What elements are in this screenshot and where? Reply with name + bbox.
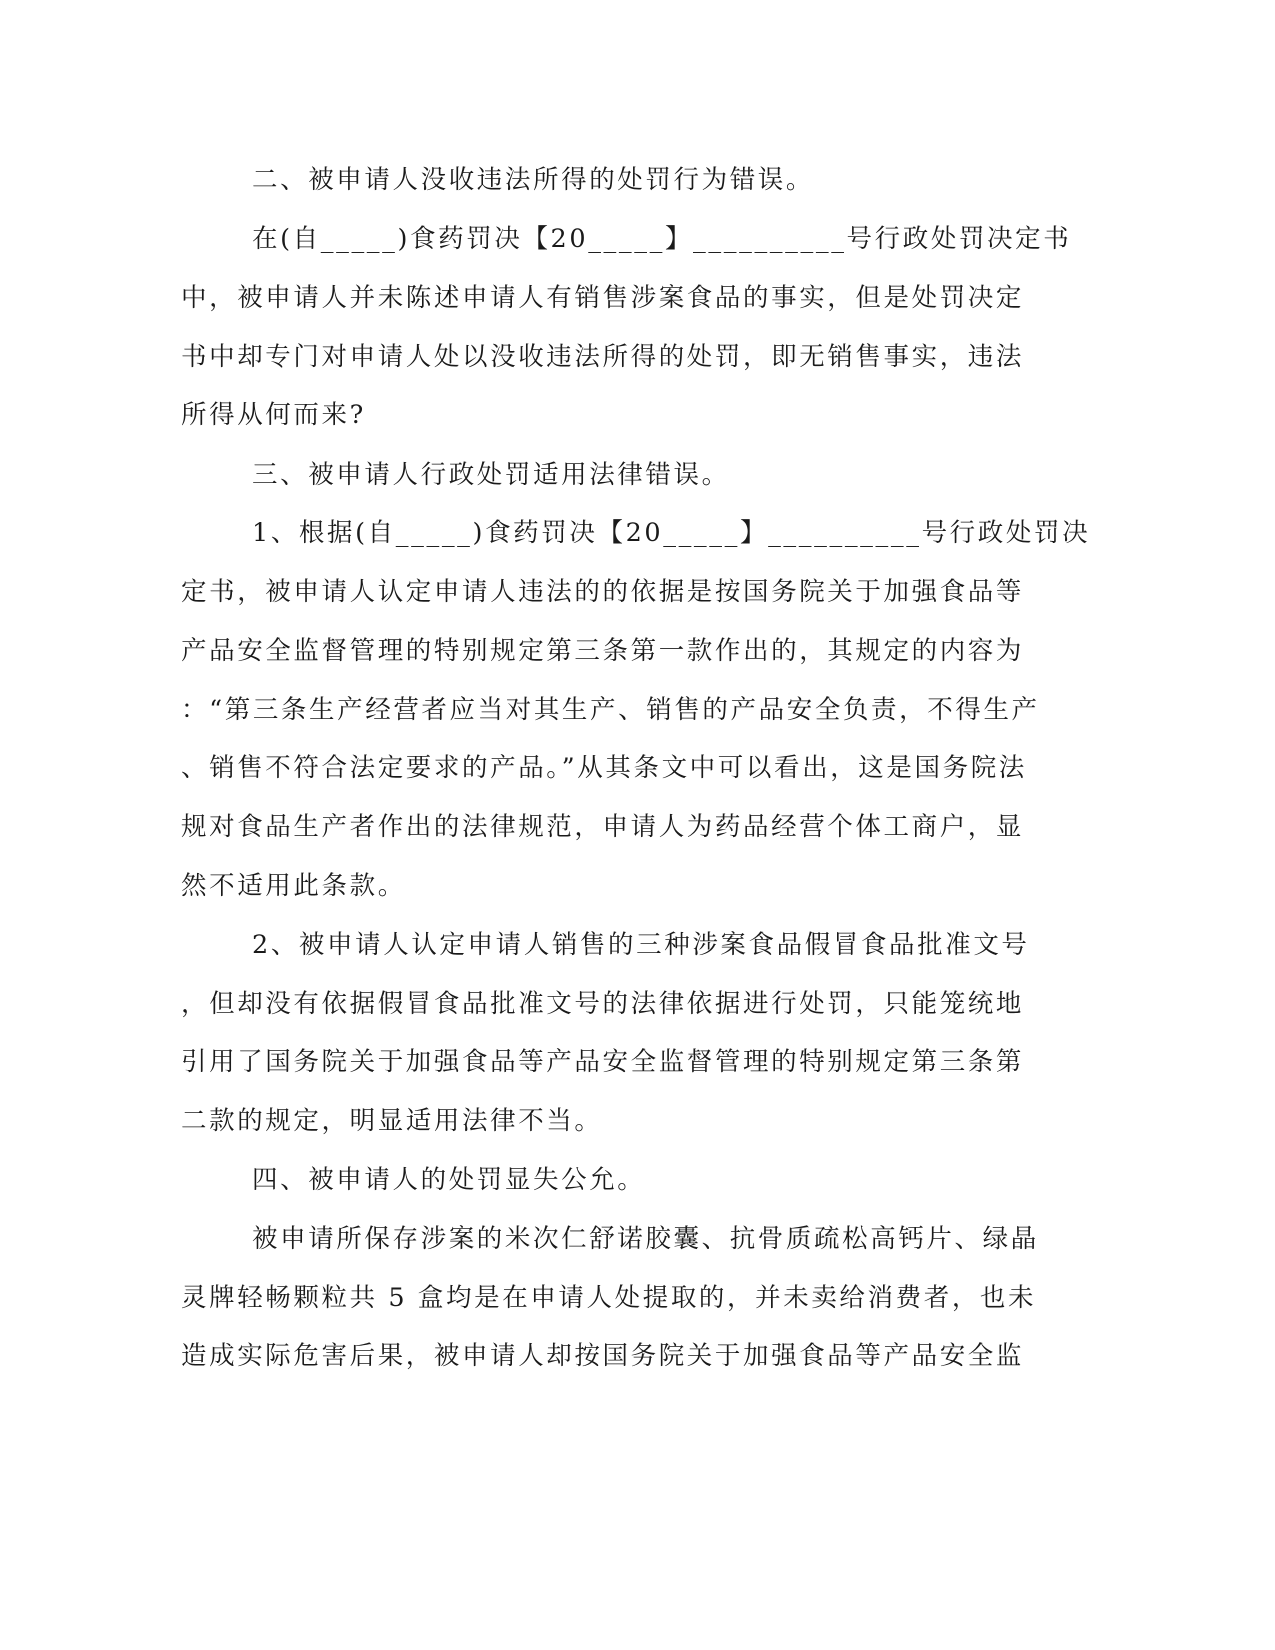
paragraph-line: 二款的规定，明显适用法律不当。 (181, 1106, 603, 1136)
paragraph-line: 然不适用此条款。 (181, 871, 406, 901)
paragraph-line: 、销售不符合法定要求的产品。”从其条文中可以看出，这是国务院法 (181, 753, 1027, 783)
section-heading-2: 二、被申请人没收违法所得的处罚行为错误。 (252, 165, 815, 195)
paragraph-line: 书中却专门对申请人处以没收违法所得的处罚，即无销售事实，违法 (181, 342, 1025, 372)
paragraph-line: 灵牌轻畅颗粒共 5 盒均是在申请人处提取的，并未卖给消费者，也未 (181, 1283, 1037, 1313)
paragraph-line: 造成实际危害后果，被申请人却按国务院关于加强食品等产品安全监 (181, 1341, 1025, 1371)
paragraph-line: 被申请所保存涉案的米次仁舒诺胶囊、抗骨质疏松高钙片、绿晶 (252, 1224, 1039, 1254)
paragraph-line: 在(自_____)食药罚决【20_____】__________号行政处罚决定书 (252, 224, 1072, 254)
paragraph-line: ，但却没有依据假冒食品批准文号的法律依据进行处罚，只能笼统地 (181, 989, 1025, 1019)
paragraph-line: 定书，被申请人认定申请人违法的的依据是按国务院关于加强食品等 (181, 577, 1025, 607)
paragraph-line: ：“第三条生产经营者应当对其生产、销售的产品安全负责，不得生产 (181, 695, 1040, 725)
section-heading-3: 三、被申请人行政处罚适用法律错误。 (252, 460, 730, 490)
paragraph-line: 2、被申请人认定申请人销售的三种涉案食品假冒食品批准文号 (252, 930, 1030, 960)
paragraph-line: 1、根据(自_____)食药罚决【20_____】__________号行政处罚决 (252, 518, 1091, 548)
paragraph-line: 引用了国务院关于加强食品等产品安全监督管理的特别规定第三条第 (181, 1047, 1025, 1077)
paragraph-line: 中，被申请人并未陈述申请人有销售涉案食品的事实，但是处罚决定 (181, 283, 1025, 313)
paragraph-line: 产品安全监督管理的特别规定第三条第一款作出的，其规定的内容为 (181, 636, 1025, 666)
paragraph-line: 规对食品生产者作出的法律规范，申请人为药品经营个体工商户，显 (181, 812, 1025, 842)
section-heading-4: 四、被申请人的处罚显失公允。 (252, 1165, 646, 1195)
paragraph-line: 所得从何而来? (181, 400, 366, 430)
